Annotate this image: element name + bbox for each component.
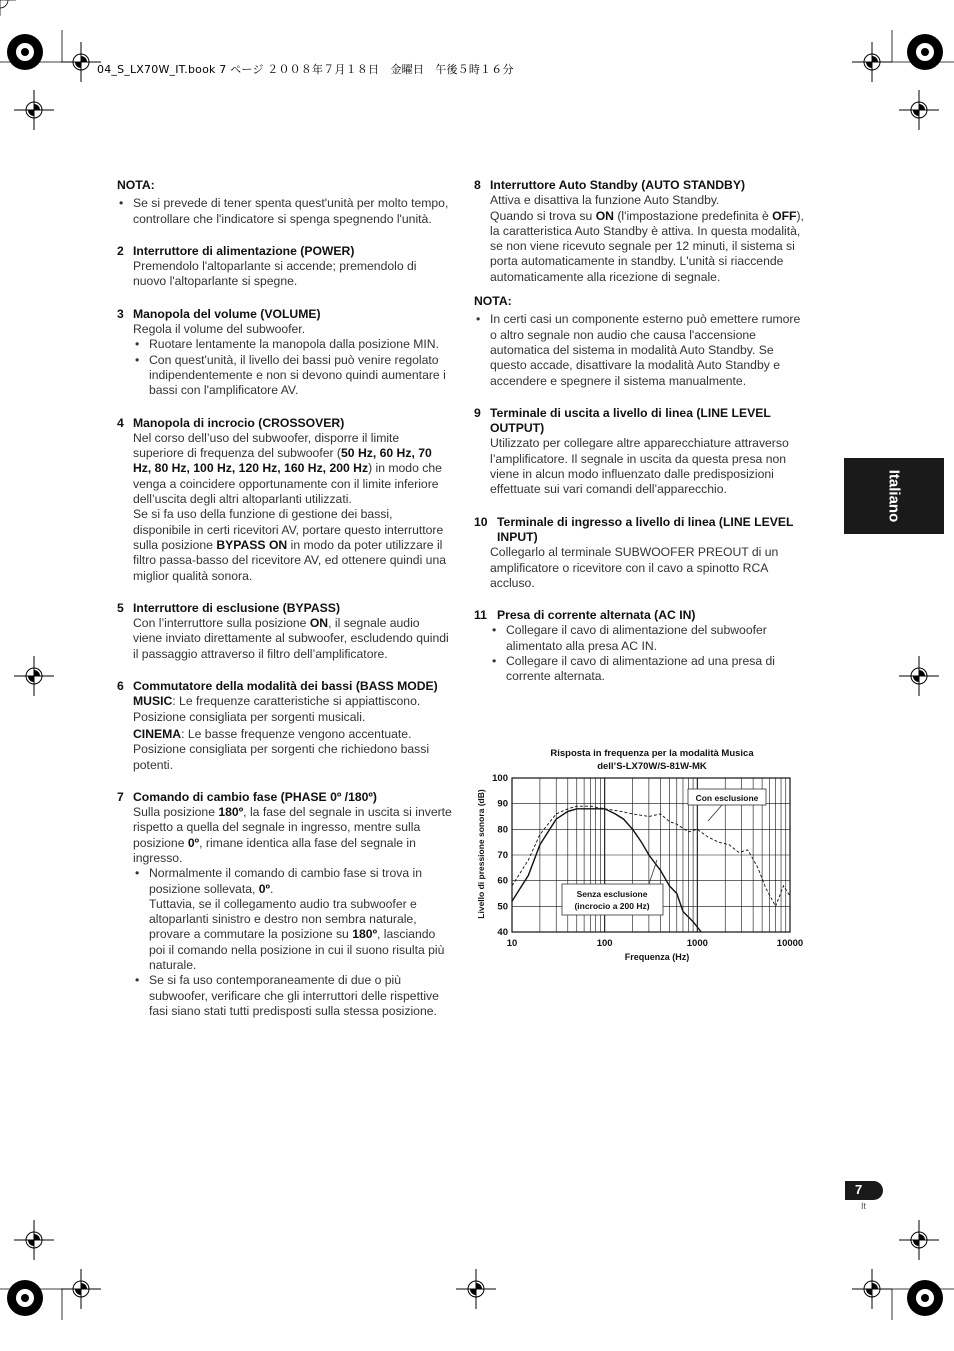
- bullet-item: • Con quest'unità, il livello dei bassi può venire regolato indipendentemente e non si devono quindi aumentare i bassi con l'amplificatore AV.: [133, 353, 452, 399]
- section-body: Collegarlo al terminale SUBWOOFER PREOUT di un amplificatore o ricevitore con il cavo a spinotto RCA accluso.: [490, 545, 779, 590]
- section-body: Quando si trova su ON (l'impostazione predefinita è OFF), la caratteristica Auto Standby è attiva. In questa modalità, se non viene ricevuto segnale per 12 minuti, il sistema si porta automaticamente in standby. L'unità si riaccende automaticamente alla ricezione di segnale.: [490, 208, 804, 284]
- language-code: It: [861, 1201, 867, 1211]
- frequency-response-chart: [474, 744, 814, 966]
- y-axis-label: Livello di pressione sonora (dB): [476, 789, 486, 919]
- page-number-badge: [845, 1181, 883, 1200]
- section-body: Attiva e disattiva la funzione Auto Standby.: [490, 193, 720, 208]
- section-line-output: [474, 406, 809, 498]
- section-auto-standby: [474, 178, 809, 285]
- y-tick-label: 70: [497, 850, 508, 861]
- nota-bullet: • In certi casi un componente esterno può emettere rumore o altro segnale non audio che causa l'accensione automatica del sistema in modalità Auto Standby. Se questo accade, disattivare la modalità Auto Standby e accendere e spegnere il sistema manualmente.: [474, 312, 809, 388]
- y-tick-label: 100: [492, 773, 508, 784]
- section-line-input: [474, 515, 809, 591]
- x-axis: [507, 938, 804, 949]
- y-axis: [492, 773, 508, 938]
- section-number: 7: [117, 789, 124, 804]
- section-title: Terminale di ingresso a livello di linea (LINE LEVEL INPUT): [497, 514, 794, 544]
- annotation-text: Senza esclusione: [576, 889, 648, 899]
- x-tick-label: 100: [596, 938, 613, 949]
- section-title: Interruttore Auto Standby (AUTO STANDBY): [490, 178, 746, 192]
- section-title: Interruttore di esclusione (BYPASS): [133, 600, 340, 615]
- section-body: Con l’interruttore sulla posizione ON, il segnale audio viene inviato direttamente al subwoofer, escludendo quindi il passaggio attraverso il filtro dell’amplificatore.: [133, 616, 449, 661]
- section-number: 11: [474, 608, 487, 623]
- x-tick-label: 10: [506, 938, 518, 949]
- section-bypass: [117, 601, 452, 662]
- section-title: Manopola di incrocio (CROSSOVER): [133, 415, 345, 430]
- nota-heading: NOTA:: [474, 294, 512, 309]
- y-tick-label: 90: [497, 798, 508, 810]
- section-title: Comando di cambio fase (PHASE 0º /180º): [133, 789, 377, 804]
- bullet-item: • Ruotare lentamente la manopola dalla posizione MIN.: [133, 337, 452, 352]
- mode-cinema: CINEMA: Le basse frequenze vengono accentuate. Posizione consigliata per sorgenti che richiedono bassi potenti.: [133, 726, 430, 772]
- bullet-item: • Collegare il cavo di alimentazione ad una presa di corrente alternata.: [490, 654, 809, 685]
- annotation-text: Con esclusione: [695, 793, 759, 803]
- language-tab: [844, 458, 944, 534]
- section-body: Premendolo l'altoparlante si accende; premendolo di nuovo l'altoparlante si spegne.: [133, 259, 417, 289]
- y-tick-label: 80: [497, 824, 508, 836]
- section-ac-in: [474, 608, 809, 684]
- section-body: Regola il volume del subwoofer.: [133, 322, 306, 337]
- section-body: Nel corso dell’uso del subwoofer, disporre il limite superiore di frequenza del subwoofer (50 Hz, 60 Hz, 70 Hz, 80 Hz, 100 Hz, 120 Hz, 160 Hz, 200 Hz) in modo che venga a coincidere opportunamente con il limite inferiore dell’uscita degli altri altoparlanti utilizzati.: [133, 430, 442, 507]
- section-number: 2: [117, 243, 124, 258]
- section-bass-mode: [117, 679, 452, 773]
- section-title: Presa di corrente alternata (AC IN): [497, 608, 696, 623]
- x-tick-label: 10000: [776, 938, 804, 949]
- section-number: 4: [117, 415, 124, 430]
- section-number: 9: [474, 405, 481, 420]
- section-title: Commutatore della modalità dei bassi (BASS MODE): [133, 679, 438, 694]
- nota-heading: NOTA:: [117, 178, 155, 192]
- section-body: Utilizzato per collegare altre apparecchiature attraverso l’amplificatore. Il segnale in uscita da questa presa non viene in alcun modo influenzato dalle predisposizioni effettuate sui vari comandi dell’apparecchio.: [490, 436, 789, 497]
- section-number: 5: [117, 600, 124, 615]
- section-title: Manopola del volume (VOLUME): [133, 306, 321, 321]
- y-tick-label: 40: [497, 927, 508, 938]
- left-column: [117, 178, 452, 1019]
- x-axis-label: Frequenza (Hz): [624, 952, 690, 962]
- right-column: [474, 178, 809, 685]
- nota-bullet: • Se si prevede di tener spenta quest'unità per molto tempo, controllare che l'indicatore si spenga spegnendo l'unità.: [117, 196, 452, 227]
- section-number: 8: [474, 178, 481, 192]
- bullet-item: • Normalmente il comando di cambio fase si trova in posizione sollevata, 0º. Tuttavia, se il collegamento audio tra subwoofer e altoparlanti sinistro e destro non sembra naturale, provare a commutare la posizione su 180º, lasciando poi il comando nella posizione in cui il suono risulta più naturale.: [133, 866, 452, 973]
- section-title: Interruttore di alimentazione (POWER): [133, 243, 355, 258]
- section-crossover: [117, 416, 452, 584]
- language-tab-label: Italiano: [885, 469, 903, 523]
- annotation-text: (incrocio a 200 Hz): [574, 901, 650, 911]
- section-phase: [117, 790, 452, 1019]
- section-number: 6: [117, 679, 124, 694]
- section-body: Sulla posizione 180º, la fase del segnale in uscita si inverte rispetto a quella del segnale in ingresso, mentre sulla posizione 0º, rimane identica alla fase del segnale in ingresso.: [133, 805, 452, 865]
- bullet-item: • Collegare il cavo di alimentazione del subwoofer alimentato alla presa AC IN.: [490, 623, 809, 654]
- chart-title: dell’S-LX70W/S-81W-MK: [597, 761, 707, 772]
- bullet-item: • Se si fa uso contemporaneamente di due o più subwoofer, verificare che gli interruttori delle rispettive fasi siano stati tutti predisposti sulla stessa posizione.: [133, 973, 452, 1019]
- x-tick-label: 1000: [686, 938, 708, 949]
- y-tick-label: 60: [497, 875, 508, 887]
- section-volume: [117, 307, 452, 399]
- book-header: 04_S_LX70W_IT.book 7 ページ ２００８年７月１８日 金曜日 午後５時１６分: [97, 63, 514, 76]
- chart-title: Risposta in frequenza per la modalità Musica: [550, 748, 754, 759]
- page-number: 7: [855, 1182, 863, 1197]
- section-title: Terminale di uscita a livello di linea (LINE LEVEL OUTPUT): [490, 405, 771, 436]
- section-number: 3: [117, 306, 124, 321]
- section-body: Se si fa uso della funzione di gestione dei bassi, disponibile in certi ricevitori AV, portare questo interruttore sulla posizione BYPASS ON in modo da poter utilizzare il filtro passa-basso del ricevitore AV, ed ottenere quindi una miglior qualità sonora.: [133, 507, 447, 583]
- section-power: [117, 244, 452, 290]
- y-tick-label: 50: [497, 901, 508, 913]
- mode-music: MUSIC: Le frequenze caratteristiche si appiattiscono. Posizione consigliata per sorgenti musicali.: [133, 694, 421, 724]
- section-number: 10: [474, 514, 488, 529]
